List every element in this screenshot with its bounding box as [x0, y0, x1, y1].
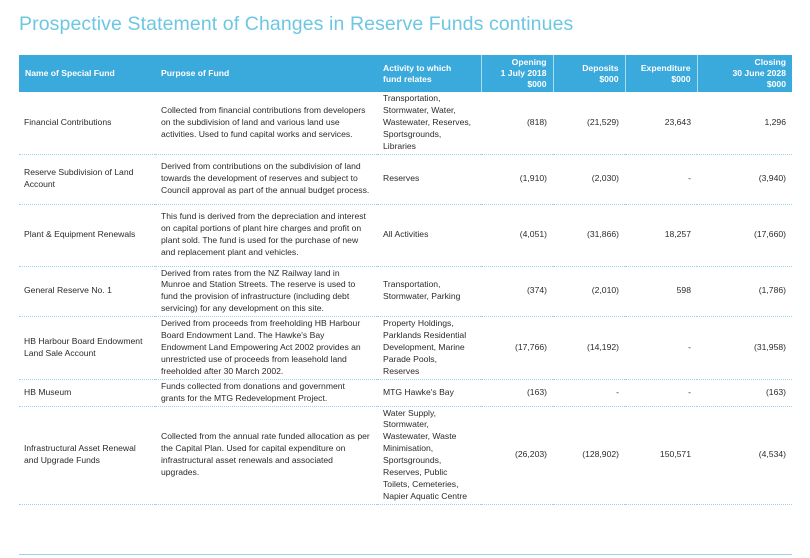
fund-expenditure: 598: [625, 266, 697, 317]
fund-name: Reserve Subdivision of Land Account: [19, 154, 155, 204]
fund-expenditure: -: [625, 317, 697, 380]
fund-deposits: (21,529): [553, 92, 625, 154]
fund-expenditure: 18,257: [625, 204, 697, 266]
table-row: [19, 317, 792, 380]
fund-name: HB Harbour Board Endowment Land Sale Account: [19, 317, 155, 380]
fund-expenditure: 23,643: [625, 92, 697, 154]
fund-closing: (163): [697, 379, 792, 406]
fund-activity: Property Holdings, Parklands Residential Development, Marine Parade Pools, Reserves: [377, 317, 481, 380]
fund-deposits: (31,866): [553, 204, 625, 266]
table-row: [19, 406, 792, 504]
fund-opening: (26,203): [481, 406, 553, 504]
fund-purpose: This fund is derived from the depreciation and interest on capital portions of plant hire charges and profit on plant sold. The fund is used for the purchase of new and replacement plant and vehicles.: [155, 204, 377, 266]
fund-deposits: (2,030): [553, 154, 625, 204]
fund-purpose: Derived from contributions on the subdivision of land towards the development of reserves and subject to Council approval as part of the annual budget process.: [155, 154, 377, 204]
page-divider: [19, 554, 792, 555]
fund-closing: (17,660): [697, 204, 792, 266]
fund-purpose: Collected from financial contributions from developers on the subdivision of land and various land use activities. Used to fund capital works and services.: [155, 92, 377, 154]
fund-activity: Water Supply, Stormwater, Wastewater, Waste Minimisation, Sportsgrounds, Reserves, Public Toilets, Cemeteries, Napier Aquatic Centre: [377, 406, 481, 504]
col-header-purpose: Purpose of Fund: [155, 55, 377, 92]
table-row: [19, 379, 792, 406]
fund-name: HB Museum: [19, 379, 155, 406]
table-row: [19, 92, 792, 154]
fund-opening: (163): [481, 379, 553, 406]
fund-purpose: Funds collected from donations and government grants for the MTG Redevelopment Project.: [155, 379, 377, 406]
fund-purpose: Derived from proceeds from freeholding HB Harbour Board Endowment Land. The Hawke's Bay Endowment Land Empowering Act 2002 provides an unrestricted use of proceeds from leasehold land freeholded after 30 March 2002.: [155, 317, 377, 380]
fund-closing: (1,786): [697, 266, 792, 317]
fund-purpose: Collected from the annual rate funded allocation as per the Capital Plan. Used for capital expenditure on infrastructural asset renewals and associated upgrades.: [155, 406, 377, 504]
fund-activity: MTG Hawke's Bay: [377, 379, 481, 406]
reserve-funds-table-container: [19, 55, 792, 505]
fund-deposits: (14,192): [553, 317, 625, 380]
fund-expenditure: -: [625, 154, 697, 204]
col-header-activity: Activity to which fund relates: [377, 55, 481, 92]
table-header-row: [19, 55, 792, 92]
col-header-closing: Closing 30 June 2028 $000: [697, 55, 792, 92]
fund-name: Infrastructural Asset Renewal and Upgrade Funds: [19, 406, 155, 504]
reserve-funds-table: [19, 55, 792, 505]
fund-name: Financial Contributions: [19, 92, 155, 154]
fund-activity: Transportation, Stormwater, Water, Wastewater, Reserves, Sportsgrounds, Libraries: [377, 92, 481, 154]
fund-opening: (1,910): [481, 154, 553, 204]
table-row: [19, 154, 792, 204]
col-header-deposits: Deposits $000: [553, 55, 625, 92]
fund-closing: (3,940): [697, 154, 792, 204]
fund-activity: Transportation, Stormwater, Parking: [377, 266, 481, 317]
fund-activity: All Activities: [377, 204, 481, 266]
fund-opening: (17,766): [481, 317, 553, 380]
col-header-name: Name of Special Fund: [19, 55, 155, 92]
fund-activity: Reserves: [377, 154, 481, 204]
col-header-expenditure: Expenditure $000: [625, 55, 697, 92]
fund-opening: (4,051): [481, 204, 553, 266]
col-header-opening: Opening 1 July 2018 $000: [481, 55, 553, 92]
fund-name: Plant & Equipment Renewals: [19, 204, 155, 266]
fund-expenditure: 150,571: [625, 406, 697, 504]
fund-deposits: -: [553, 379, 625, 406]
fund-opening: (818): [481, 92, 553, 154]
fund-deposits: (2,010): [553, 266, 625, 317]
page-title: Prospective Statement of Changes in Reserve Funds continues: [19, 13, 574, 35]
fund-deposits: (128,902): [553, 406, 625, 504]
fund-closing: (31,958): [697, 317, 792, 380]
fund-name: General Reserve No. 1: [19, 266, 155, 317]
fund-closing: 1,296: [697, 92, 792, 154]
fund-opening: (374): [481, 266, 553, 317]
fund-purpose: Derived from rates from the NZ Railway land in Munroe and Station Streets. The reserve is used to fund the provision of infrastructure (including debt servicing) for any development on this site.: [155, 266, 377, 317]
table-row: [19, 204, 792, 266]
table-row: [19, 266, 792, 317]
fund-closing: (4,534): [697, 406, 792, 504]
fund-expenditure: -: [625, 379, 697, 406]
